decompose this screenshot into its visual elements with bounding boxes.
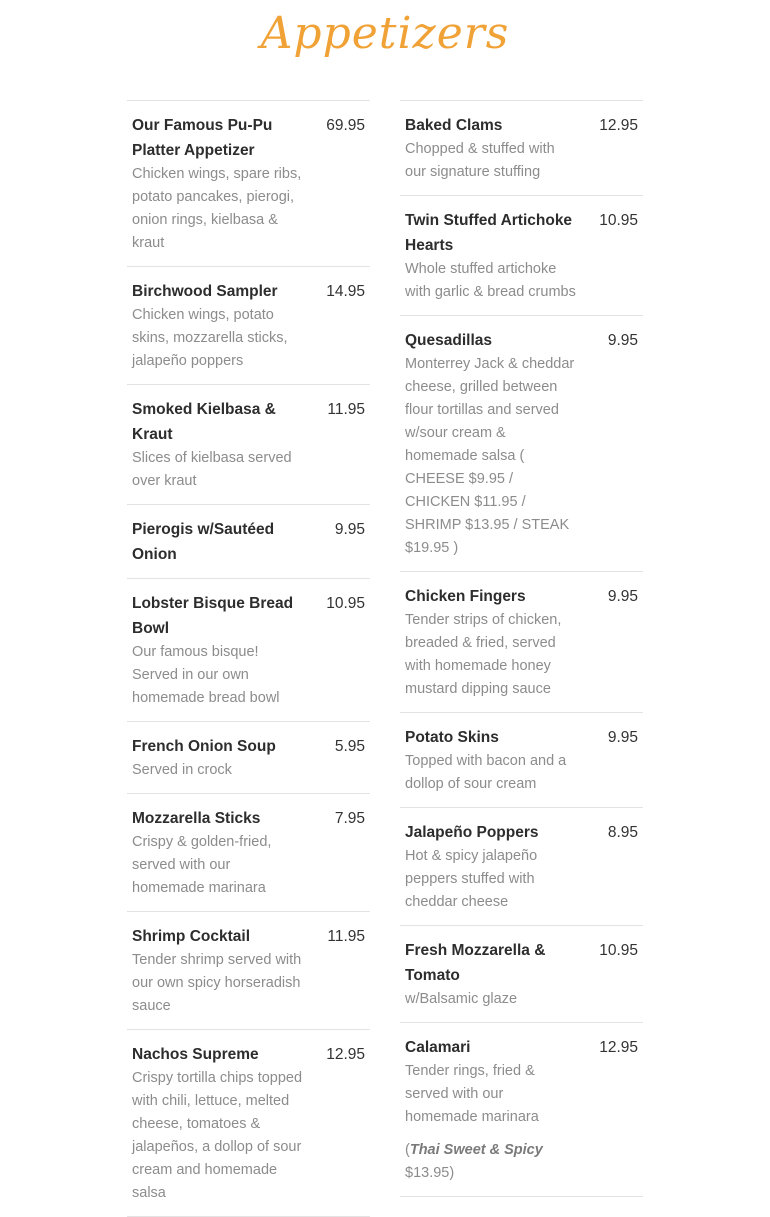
item-note (405, 1139, 578, 1185)
menu-item (400, 808, 643, 926)
item-description: Whole stuffed artichoke with garlic & bread crumbs (405, 261, 576, 300)
item-name: Mozzarella Sticks (132, 810, 261, 827)
item-name: Quesadillas (405, 332, 493, 349)
item-price: 7.95 (334, 810, 365, 827)
item-description: Tender rings, fried & served with our homemade marinara (405, 1063, 539, 1125)
item-description: Tender strips of chicken, breaded & fried, served with homemade honey mustard dipping sauce (405, 612, 562, 697)
menu-item (127, 912, 370, 1030)
menu-item (400, 316, 643, 572)
menu-item (400, 196, 643, 316)
item-name: Calamari (405, 1039, 471, 1056)
item-description: Tender shrimp served with our own spicy horseradish sauce (132, 952, 302, 1014)
item-price: 14.95 (326, 283, 365, 300)
item-price: 11.95 (327, 401, 365, 418)
item-price: 9.95 (334, 521, 365, 538)
item-price: 12.95 (599, 117, 638, 134)
menu-item (400, 572, 643, 713)
item-description: Our famous bisque! Served in our own homemade bread bowl (132, 644, 280, 706)
item-name: Birchwood Sampler (132, 283, 278, 300)
menu-item (127, 722, 370, 794)
item-price: 12.95 (326, 1046, 365, 1063)
menu-item (127, 1030, 370, 1217)
item-price: 10.95 (599, 942, 638, 959)
item-name: Twin Stuffed Artichoke Hearts (405, 212, 573, 254)
item-description: Chopped & stuffed with our signature stuffing (405, 141, 555, 180)
item-price: 9.95 (607, 588, 638, 605)
item-description: Hot & spicy jalapeño peppers stuffed with cheddar cheese (405, 848, 538, 910)
item-description: Slices of kielbasa served over kraut (132, 450, 292, 489)
item-price: 69.95 (326, 117, 365, 134)
menu-item (127, 579, 370, 722)
item-name: Potato Skins (405, 729, 499, 746)
item-description: Crispy tortilla chips topped with chili, lettuce, melted cheese, tomatoes & jalapeños, a dollop of sour cream and homemade salsa (132, 1070, 303, 1201)
item-name: Shrimp Cocktail (132, 928, 250, 945)
note-open: ( (405, 1142, 410, 1158)
item-description: Topped with bacon and a dollop of sour cream (405, 753, 567, 792)
page-title: Appetizers (260, 8, 510, 59)
item-description: Chicken wings, potato skins, mozzarella sticks, jalapeño poppers (132, 307, 288, 369)
item-name: Smoked Kielbasa & Kraut (132, 401, 276, 443)
menu-item (127, 385, 370, 505)
note-variant-name: Thai Sweet & Spicy (409, 1142, 543, 1158)
item-name: Fresh Mozzarella & Tomato (405, 942, 546, 984)
item-name: French Onion Soup (132, 738, 276, 755)
menu-column-right (400, 100, 643, 1197)
item-description: w/Balsamic glaze (405, 991, 518, 1007)
menu-item (400, 713, 643, 808)
item-name: Pierogis w/Sautéed Onion (132, 521, 275, 563)
item-price: 11.95 (327, 928, 365, 945)
item-name: Nachos Supreme (132, 1046, 259, 1063)
item-name: Jalapeño Poppers (405, 824, 539, 841)
item-price: 9.95 (607, 332, 638, 349)
menu-item (127, 794, 370, 912)
menu-column-left (127, 100, 370, 1217)
item-price: 5.95 (334, 738, 365, 755)
item-description: Chicken wings, spare ribs, potato pancakes, pierogi, onion rings, kielbasa & kraut (132, 166, 302, 251)
item-price: 8.95 (607, 824, 638, 841)
item-name: Chicken Fingers (405, 588, 526, 605)
item-price: 12.95 (599, 1039, 638, 1056)
item-price: 9.95 (607, 729, 638, 746)
item-name: Lobster Bisque Bread Bowl (132, 595, 294, 637)
item-price: 10.95 (326, 595, 365, 612)
note-variant-price: $13.95) (405, 1165, 455, 1181)
menu-item (400, 1023, 643, 1197)
menu-item (127, 267, 370, 385)
item-description: Monterrey Jack & cheddar cheese, grilled between flour tortillas and served w/sour cream & homemade salsa ( CHEESE $9.95 / CHICKEN $11.95 / SHRIMP $13.95 / STEAK $19.95 ) (405, 356, 575, 556)
menu-item (127, 101, 370, 267)
menu-item (400, 101, 643, 196)
item-name: Our Famous Pu-Pu Platter Appetizer (132, 117, 273, 159)
item-description: Crispy & golden-fried, served with our homemade marinara (132, 834, 272, 896)
item-name: Baked Clams (405, 117, 503, 134)
menu-item (400, 926, 643, 1023)
item-price: 10.95 (599, 212, 638, 229)
menu-item (127, 505, 370, 579)
item-description: Served in crock (132, 762, 232, 778)
